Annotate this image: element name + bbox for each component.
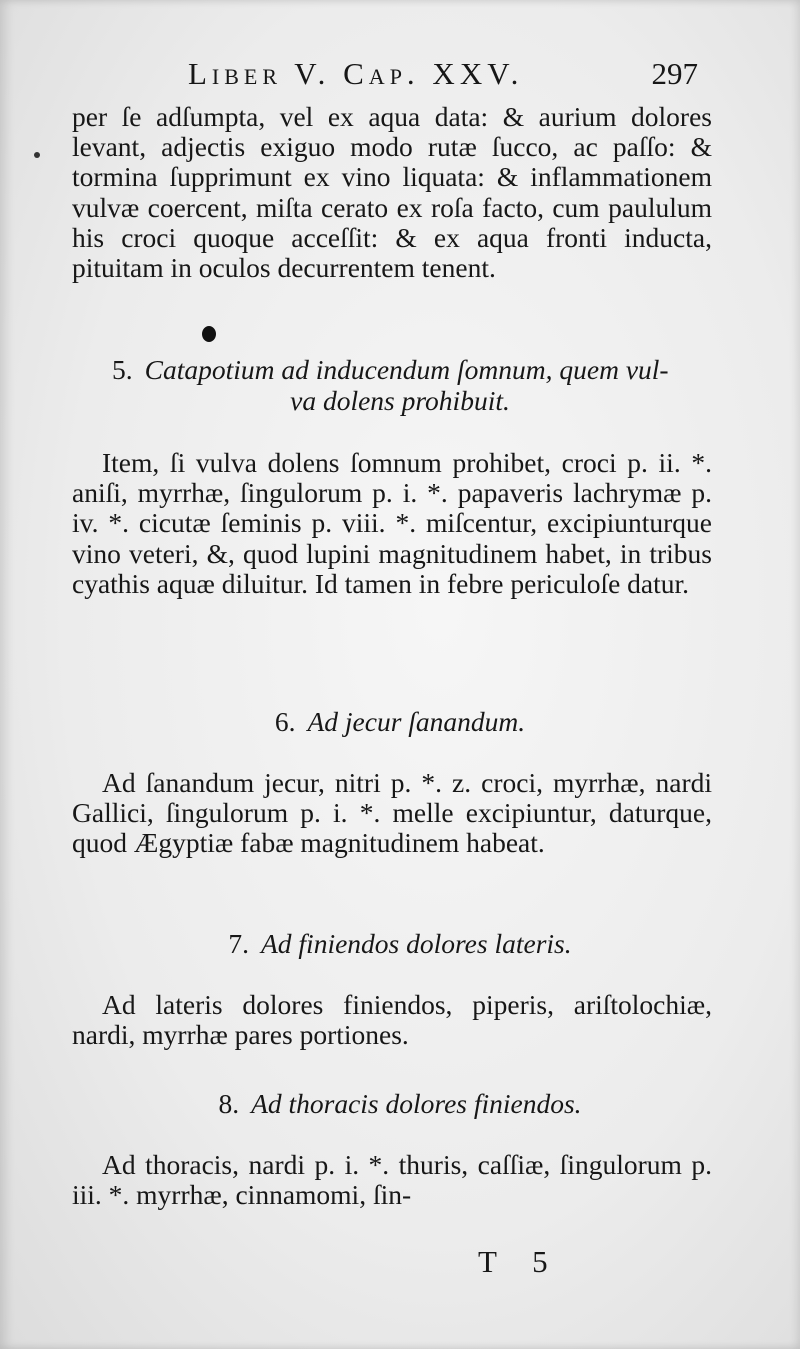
paragraph-aurium: per ſe adſumpta, vel ex aqua data: & aurium dolores levant, adjectis exiguo modo rutæ ſucco, ac paſſo: & tormina ſupprimunt ex vino liquata: & inflammationem vulvæ coercent, miſta cerato ex roſa facto, cum paululum his croci quoque acceſſit: & ex aqua fronti inducta, pituitam in oculos decurrentem tenent. — [72, 101, 712, 284]
running-title: Liber V. Cap. XXV. — [188, 56, 524, 91]
page-header — [150, 56, 710, 96]
margin-mark — [34, 152, 40, 158]
heading-section-6 — [100, 706, 700, 737]
paragraph-somnum: Item, ſi vulva dolens ſomnum prohibet, croci p. ii. *. aniſi, myrrhæ, ſingulorum p. i. *. papaveris lachrymæ p. iv. *. cicutæ ſeminis p. viii. *. miſcentur, excipiunturque vino veteri, &, quod lupini magnitudinem habet, in tribus cyathis aquæ diluitur. Id tamen in febre periculoſe datur. — [72, 447, 712, 599]
page-number: 297 — [651, 56, 698, 91]
heading-7-number: 7. — [228, 928, 249, 959]
heading-section-5 — [112, 354, 740, 416]
heading-section-8 — [100, 1088, 700, 1119]
signature-mark: T 5 — [478, 1244, 562, 1279]
paragraph-thoracis: Ad thoracis, nardi p. i. *. thuris, caſſiæ, ſingulorum p. iii. *. myrrhæ, cinnamomi, ſin- — [72, 1149, 712, 1211]
heading-5-line1: Catapotium ad inducendum ſomnum, quem vul- — [144, 354, 669, 385]
heading-5-number: 5. — [112, 354, 133, 385]
heading-8-number: 8. — [218, 1088, 240, 1119]
heading-8-text: Ad thoracis dolores finiendos. — [251, 1088, 582, 1119]
heading-5-line2: va dolens prohibuit. — [290, 385, 510, 416]
heading-7-text: Ad finiendos dolores lateris. — [260, 928, 572, 959]
heading-6-text: Ad jecur ſanandum. — [307, 706, 526, 737]
ink-blot — [202, 326, 216, 342]
heading-6-number: 6. — [274, 706, 296, 737]
heading-section-7 — [100, 928, 700, 959]
paragraph-lateris: Ad lateris dolores finiendos, piperis, ariſtolochiæ, nardi, myrrhæ pares portiones. — [72, 989, 712, 1051]
paragraph-jecur: Ad ſanandum jecur, nitri p. *. z. croci, myrrhæ, nardi Gallici, ſingulorum p. i. *. melle excipiuntur, daturque, quod Ægyptiæ fabæ magnitudinem habeat. — [72, 767, 712, 859]
